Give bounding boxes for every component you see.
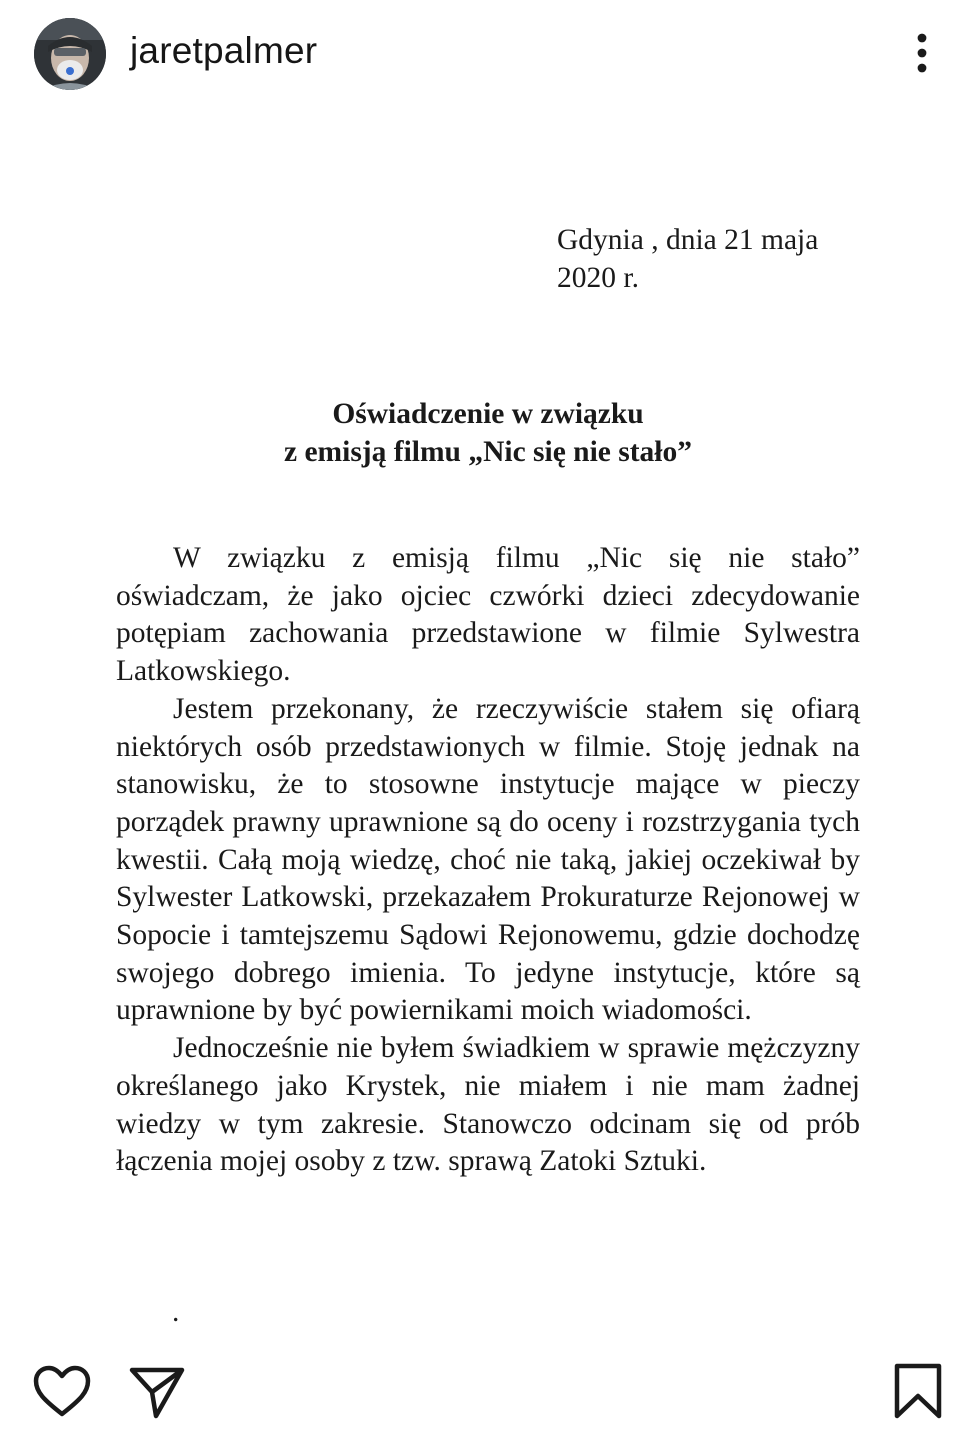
- document-date: [557, 222, 857, 297]
- date-line-2: 2020 r.: [557, 261, 639, 294]
- title-line-2: z emisją filmu „Nic się nie stało”: [283, 436, 693, 468]
- trailing-dot: .: [172, 1296, 180, 1328]
- share-button[interactable]: [128, 1364, 186, 1420]
- post-actions-bar: [0, 1348, 978, 1440]
- post-header: [0, 0, 978, 108]
- username[interactable]: jaretpalmer: [130, 30, 318, 71]
- avatar-image: [34, 18, 106, 90]
- title-line-1: Oświadczenie w związku: [332, 398, 644, 430]
- user-avatar[interactable]: [34, 18, 106, 90]
- date-line-1: Gdynia , dnia 21 maja: [557, 224, 819, 256]
- document-body: [116, 540, 860, 1181]
- paragraph-3: Jednocześnie nie byłem świadkiem w sprawie mężczyzny określanego jako Krystek, nie miałem i nie mam żadnej wiedzy w tym zakresie. Stanowczo odcinam się od prób łączenia mojej osoby z tzw. sprawą Zatoki Sztuki.: [116, 1032, 860, 1178]
- post-image-document: [0, 108, 978, 1348]
- paragraph-1: W związku z emisją filmu „Nic się nie stało” oświadczam, że jako ojciec czwórki dzieci zdecydowanie potępiam zachowania przedstawione w filmie Sylwestra Latkowskiego.: [116, 542, 860, 688]
- bookmark-icon: [892, 1362, 944, 1420]
- more-options-button[interactable]: [902, 32, 942, 76]
- more-vertical-icon: [902, 32, 942, 76]
- save-button[interactable]: [892, 1362, 944, 1420]
- heart-icon: [32, 1364, 92, 1420]
- document-title: [116, 395, 860, 471]
- like-button[interactable]: [32, 1364, 92, 1420]
- send-icon: [128, 1364, 186, 1420]
- paragraph-2: Jestem przekonany, że rzeczywiście stałem się ofiarą niektórych osób przedstawionych w filmie. Stoję jednak na stanowisku, że to stosowne instytucje mające w pieczy porządek prawny uprawnione są do oceny i rozstrzygania tych kwestii. Całą moją wiedzę, choć nie taką, jakiej oczekiwał by Sylwester Latkowski, przekazałem Prokuraturze Rejonowej w Sopocie i tamtejszemu Sądowi Rejonowemu, gdzie dochodzę swojego dobrego imienia. To jedyne instytucje, które są uprawnione by być powiernikami moich wiadomości.: [116, 692, 860, 1027]
